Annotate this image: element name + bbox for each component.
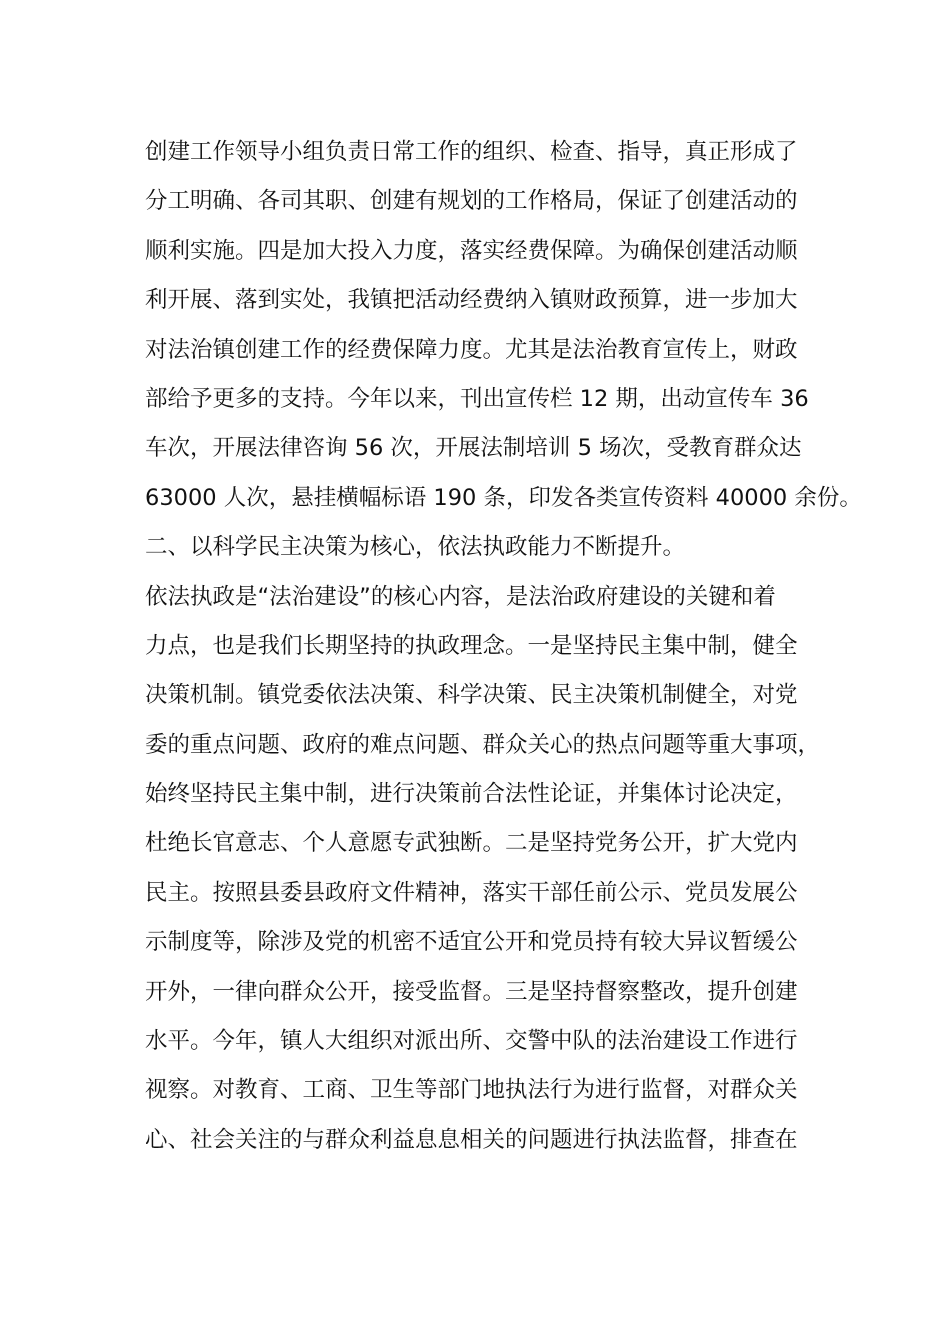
text-line: 始终坚持民主集中制，进行决策前合法性论证，并集体讨论决定，: [145, 781, 798, 808]
text-line: 63000 人次，悬挂横幅标语 190 条，印发各类宣传资料 40000 余份。: [145, 484, 862, 511]
text-line: 部给予更多的支持。今年以来，刊出宣传栏 12 期，出动宣传车 36: [145, 385, 809, 412]
text-line: 委的重点问题、政府的难点问题、群众关心的热点问题等重大事项，: [145, 731, 821, 758]
text-line: 杜绝长官意志、个人意愿专武独断。二是坚持党务公开，扩大党内: [145, 830, 798, 857]
text-line: 车次，开展法律咨询 56 次，开展法制培训 5 场次，受教育群众达: [145, 435, 802, 462]
text-line: 决策机制。镇党委依法决策、科学决策、民主决策机制健全，对党: [145, 682, 798, 709]
text-line: 利开展、落到实处，我镇把活动经费纳入镇财政预算，进一步加大: [145, 287, 798, 314]
text-line: 民主。按照县委县政府文件精神，落实干部任前公示、党员发展公: [145, 879, 798, 906]
text-line: 对法治镇创建工作的经费保障力度。尤其是法治教育宣传上，财政: [145, 336, 798, 363]
text-line: 依法执政是“法治建设”的核心内容，是法治政府建设的关键和着: [145, 583, 776, 610]
text-line: 水平。今年，镇人大组织对派出所、交警中队的法治建设工作进行: [145, 1028, 798, 1055]
text-line: 视察。对教育、工商、卫生等部门地执法行为进行监督，对群众关: [145, 1077, 798, 1104]
text-line: 力点，也是我们长期坚持的执政理念。一是坚持民主集中制，健全: [145, 632, 798, 659]
document-body: [145, 128, 862, 1165]
section-heading: 二、以科学民主决策为核心，依法执政能力不断提升。: [145, 534, 686, 561]
text-line: 心、社会关注的与群众利益息息相关的问题进行执法监督，排查在: [145, 1126, 798, 1153]
text-line: 开外，一律向群众公开，接受监督。三是坚持督察整改，提升创建: [145, 978, 798, 1005]
text-line: 示制度等，除涉及党的机密不适宜公开和党员持有较大异议暂缓公: [145, 929, 798, 956]
text-line: 创建工作领导小组负责日常工作的组织、检查、指导，真正形成了: [145, 139, 798, 165]
text-line: 顺利实施。四是加大投入力度，落实经费保障。为确保创建活动顺: [145, 237, 798, 264]
text-line: 分工明确、各司其职、创建有规划的工作格局，保证了创建活动的: [145, 188, 798, 215]
